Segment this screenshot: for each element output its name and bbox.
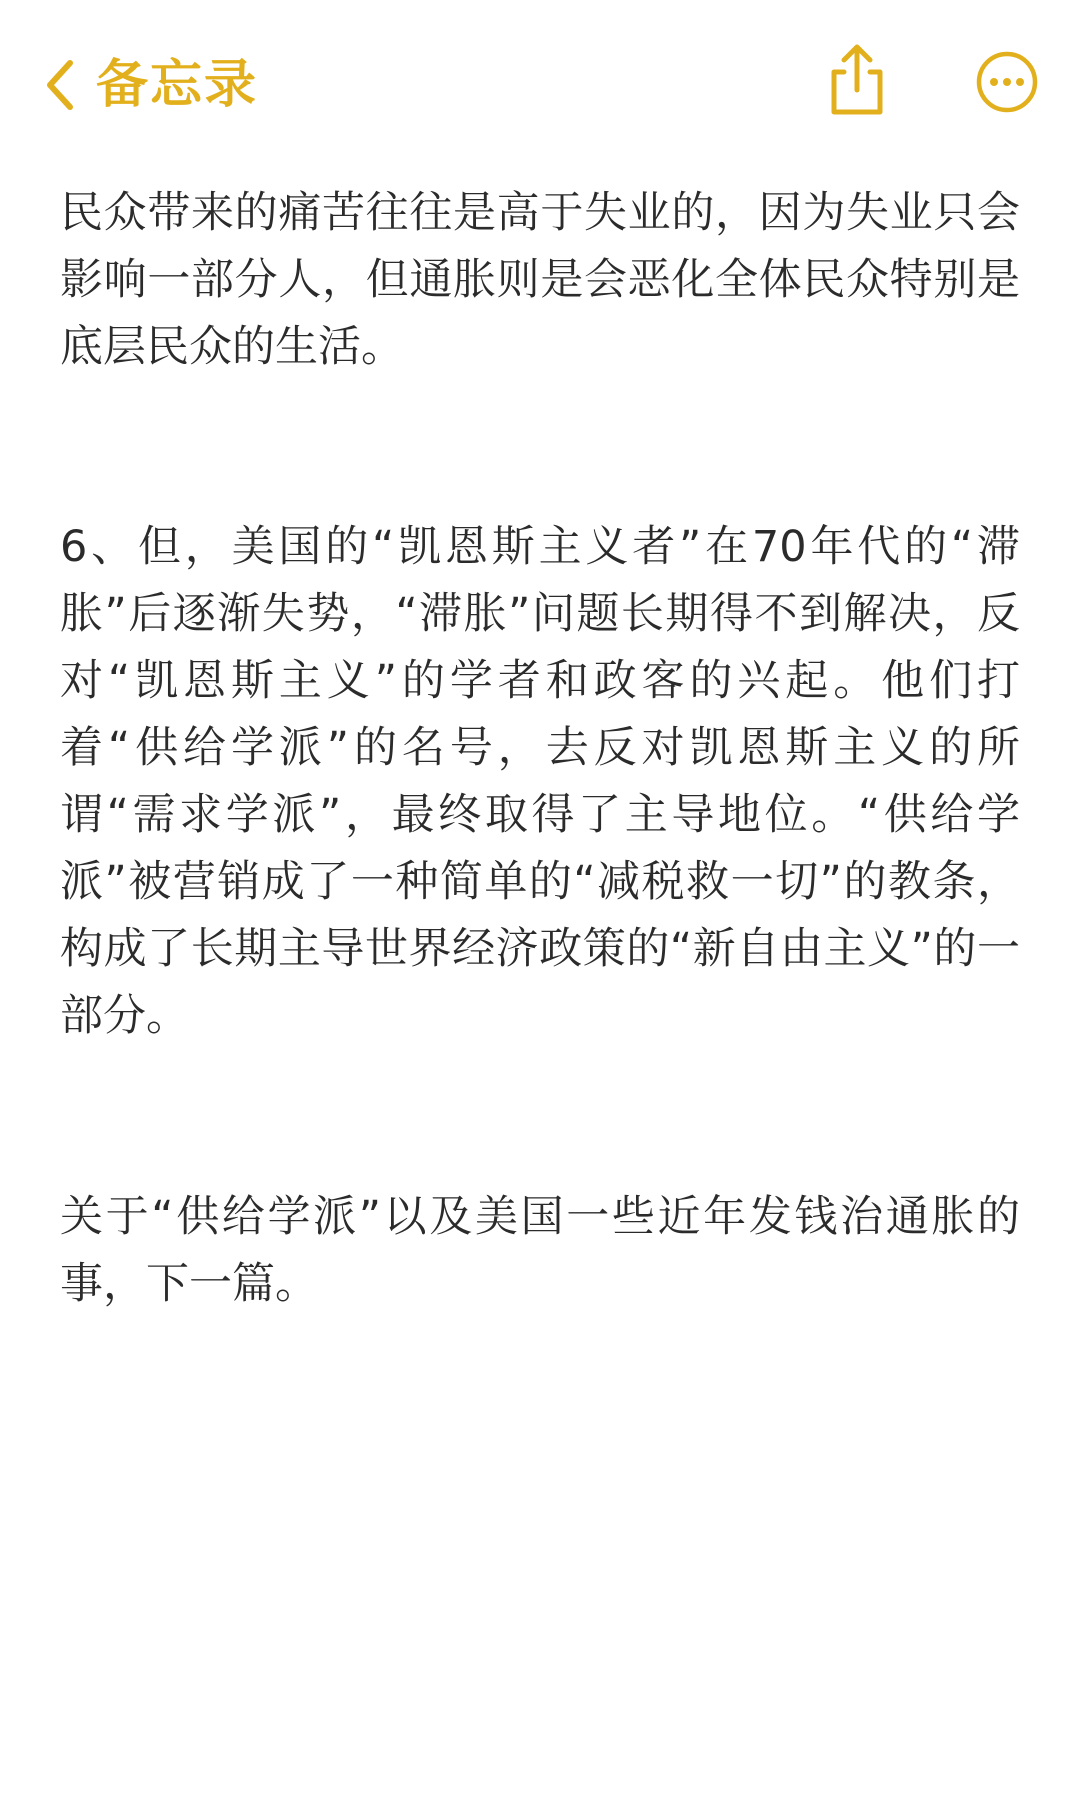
share-icon xyxy=(820,40,894,120)
paragraph-spacer xyxy=(60,1050,1020,1184)
note-paragraph: 关于“供给学派”以及美国一些近年发钱治通胀的事，下一篇。 xyxy=(60,1192,1020,1309)
share-button[interactable] xyxy=(820,40,894,120)
note-paragraph: 6、但，美国的“凯恩斯主义者”在70年代的“滞胀”后逐渐失势，“滞胀”问题长期得不到解决，反对“凯恩斯主义”的学者和政客的兴起。他们打着“供给学派”的名号，去反对凯恩斯主义的所谓“需求学派”，最终取得了主导地位。“供给学派”被营销成了一种简单的“减税救一切”的教条，构成了长期主导世界经济政策的“新自由主义”的一部分。 xyxy=(60,522,1020,1041)
back-button[interactable] xyxy=(42,40,258,130)
note-paragraph: 民众带来的痛苦往往是高于失业的，因为失业只会影响一部分人，但通胀则是会恶化全体民众特别是底层民众的生活。 xyxy=(60,188,1020,372)
chevron-left-icon xyxy=(42,57,78,113)
back-label: 备忘录 xyxy=(96,55,259,115)
navigation-bar xyxy=(0,0,1080,170)
note-body[interactable] xyxy=(60,180,1020,1318)
ellipsis-circle-icon xyxy=(975,50,1039,114)
more-options-button[interactable] xyxy=(975,50,1039,114)
paragraph-spacer xyxy=(60,381,1020,514)
